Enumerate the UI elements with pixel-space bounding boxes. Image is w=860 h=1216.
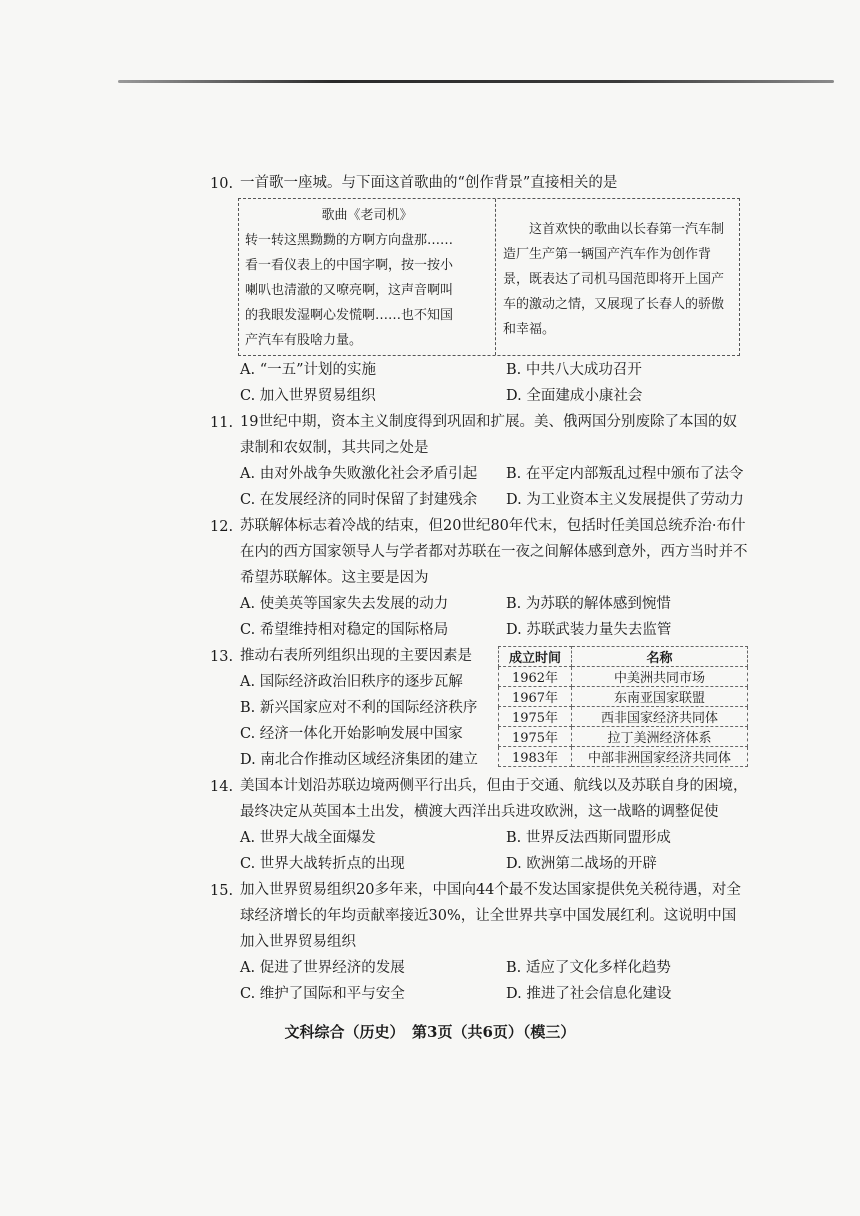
option-b[interactable]: B. 在平定内部叛乱过程中颁布了法令 [506, 466, 744, 482]
option-c[interactable]: C. 加入世界贸易组织 [240, 388, 376, 404]
question-number: 15. [210, 883, 234, 899]
column-header-date: 成立时间 [499, 647, 572, 667]
question-stem: 19世纪中期，资本主义制度得到巩固和扩展。美、俄两国分别废除了本国的奴隶制和农奴制，其共同之处是 [240, 414, 737, 456]
option-d[interactable]: D. 全面建成小康社会 [506, 388, 643, 404]
option-c[interactable]: C. 经济一体化开始影响发展中国家 [240, 726, 463, 742]
option-a[interactable]: A. 使美英等国家失去发展的动力 [240, 596, 449, 612]
option-d[interactable]: D. 南北合作推动区域经济集团的建立 [240, 752, 478, 768]
column-header-name: 名称 [572, 647, 748, 667]
lyric-line: 喇叭也清澈的又嘹亮啊，这声音啊叫 [245, 283, 454, 298]
cell-date: 1962年 [499, 667, 572, 687]
option-b[interactable]: B. 新兴国家应对不利的国际经济秩序 [240, 700, 478, 716]
table-row [499, 747, 748, 767]
cell-date: 1967年 [499, 687, 572, 707]
option-d[interactable]: D. 苏联武装力量失去监管 [506, 622, 672, 638]
table-row [499, 727, 748, 747]
lyric-line: 看一看仪表上的中国字啊，按一按小 [245, 258, 454, 273]
table-row [499, 687, 748, 707]
question-number: 14. [210, 779, 234, 795]
cell-name: 东南亚国家联盟 [572, 687, 748, 707]
option-d[interactable]: D. 为工业资本主义发展提供了劳动力 [506, 492, 744, 508]
cell-name: 中部非洲国家经济共同体 [572, 747, 748, 767]
box-divider [495, 199, 496, 355]
scan-edge-line [118, 80, 834, 83]
song-lyrics [245, 203, 489, 353]
question-number: 10. [210, 176, 234, 192]
lyric-line: 转一转这黑黝黝的方啊方向盘那…… [245, 233, 454, 248]
option-c[interactable]: C. 在发展经济的同时保留了封建残余 [240, 492, 478, 508]
question-stem: 加入世界贸易组织20多年来，中国向44个最不发达国家提供免关税待遇，对全球经济增长的年均贡献率接近30%，让全世界共享中国发展红利。这说明中国加入世界贸易组织 [240, 882, 741, 950]
table-header-row [499, 647, 748, 667]
table-row [499, 667, 748, 687]
question-number: 13. [210, 649, 234, 665]
question-stem: 推动右表所列组织出现的主要因素是 [240, 648, 472, 664]
option-a[interactable]: A. 世界大战全面爆发 [240, 830, 376, 846]
cell-date: 1983年 [499, 747, 572, 767]
option-a[interactable]: A. 促进了世界经济的发展 [240, 960, 405, 976]
cell-date: 1975年 [499, 727, 572, 747]
option-a[interactable]: A. 国际经济政治旧秩序的逐步瓦解 [240, 674, 463, 690]
option-c[interactable]: C. 希望维持相对稳定的国际格局 [240, 622, 449, 638]
question-number: 12. [210, 519, 234, 535]
cell-name: 拉丁美洲经济体系 [572, 727, 748, 747]
cell-name: 西非国家经济共同体 [572, 707, 748, 727]
option-a[interactable]: A. “一五”计划的实施 [240, 362, 377, 378]
option-b[interactable]: B. 适应了文化多样化趋势 [506, 960, 671, 976]
option-c[interactable]: C. 世界大战转折点的出现 [240, 856, 405, 872]
cell-date: 1975年 [499, 707, 572, 727]
question-stem: 美国本计划沿苏联边境两侧平行出兵，但由于交通、航线以及苏联自身的困境，最终决定从英国本土出发，横渡大西洋出兵进攻欧洲，这一战略的调整促使 [240, 778, 748, 820]
option-b[interactable]: B. 中共八大成功召开 [506, 362, 642, 378]
option-b[interactable]: B. 世界反法西斯同盟形成 [506, 830, 671, 846]
option-c[interactable]: C. 维护了国际和平与安全 [240, 986, 405, 1002]
option-b[interactable]: B. 为苏联的解体感到惋惜 [506, 596, 671, 612]
option-d[interactable]: D. 欧洲第二战场的开辟 [506, 856, 657, 872]
song-background-text: 这首欢快的歌曲以长春第一汽车制造厂生产第一辆国产汽车作为创作背景，既表达了司机马国范即将开上国产车的激动之情，又展现了长春人的骄傲和幸福。 [503, 222, 725, 337]
lyric-line: 产汽车有股啥力量。 [245, 333, 363, 348]
song-title: 歌曲《老司机》 [321, 208, 413, 223]
song-material-box [238, 198, 740, 356]
question-number: 11. [210, 415, 234, 431]
page-footer: 文科综合（历史） 第3页（共6页）（模三） [284, 1023, 576, 1041]
lyric-line: 的我眼发湿啊心发慌啊……也不知国 [245, 308, 454, 323]
question-stem: 一首歌一座城。与下面这首歌曲的“创作背景”直接相关的是 [240, 175, 618, 191]
table-row [499, 707, 748, 727]
organizations-table [498, 646, 748, 767]
cell-name: 中美洲共同市场 [572, 667, 748, 687]
option-d[interactable]: D. 推进了社会信息化建设 [506, 986, 672, 1002]
option-a[interactable]: A. 由对外战争失败激化社会矛盾引起 [240, 466, 478, 482]
question-stem: 苏联解体标志着冷战的结束，但20世纪80年代末，包括时任美国总统乔治·布什在内的西方国家领导人与学者都对苏联在一夜之间解体感到意外，西方当时并不希望苏联解体。这主要是因为 [240, 518, 748, 586]
